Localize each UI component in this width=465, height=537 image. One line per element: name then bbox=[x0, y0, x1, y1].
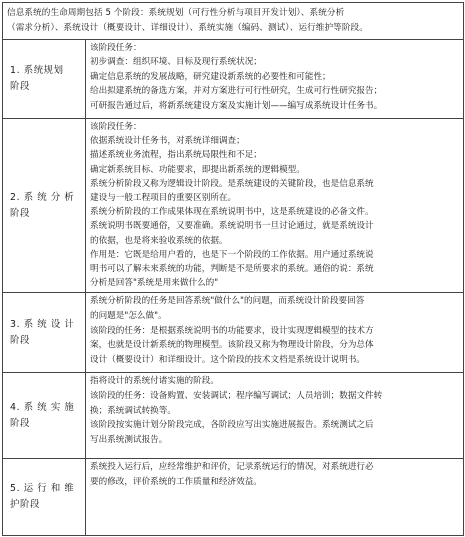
stage-name-line: 3. 系 统 设 计 bbox=[10, 318, 75, 330]
stage-desc-cell bbox=[86, 293, 464, 373]
stage-name-line: 2. 系 统 分 析 bbox=[10, 191, 75, 203]
stage-row bbox=[3, 119, 464, 293]
desc-line: 分析是回答"系统是用来做什么的" bbox=[90, 278, 219, 289]
desc-line: 系统说明书既要通俗，又要准确。系统说明书一旦讨论通过，就是系统设计 bbox=[90, 221, 374, 232]
stage-name-line: 护阶段 bbox=[10, 499, 40, 510]
stage-name-line: 阶段 bbox=[10, 207, 30, 219]
stage-name-line: 4. 系 统 实 施 bbox=[10, 401, 75, 413]
desc-line: 确定信息系统的发展战略，研究建设新系统的必要性和可能性； bbox=[90, 71, 331, 82]
desc-line: 给出拟建系统的备选方案，并对方案进行可行性研究，生成可行性研究报告； bbox=[90, 86, 383, 97]
desc-line: 系统分析阶段的工作成果体现在系统说明书中，这是系统建设的必备文件。 bbox=[90, 207, 374, 218]
desc-line: 该阶段按实施计划分阶段完成，各阶段应写出实施进展报告。系统测试之后 bbox=[90, 420, 374, 431]
stage-name-cell bbox=[3, 459, 86, 536]
desc-line: 初步调查：组织环境、目标及现行系统状况； bbox=[90, 57, 262, 68]
desc-line: 依据系统设计任务书，对系统详细调查； bbox=[90, 136, 245, 147]
desc-line: 作用是：它既是给用户看的，也是下一个阶段的工作依据。用户通过系统说 bbox=[90, 249, 374, 260]
desc-line: 该阶段的任务：是根据系统说明书的功能要求，设计实现逻辑模型的技术方 bbox=[90, 325, 374, 336]
desc-line: 要的修改，评价系统的工作质量和经济效益。 bbox=[90, 476, 262, 487]
stage-name-cell bbox=[3, 119, 86, 293]
desc-line: 设计（概要设计）和详细设计。这个阶段的技术文档是系统设计说明书。 bbox=[90, 355, 366, 366]
desc-line: 确定新系统目标、功能要求，即提出新系统的逻辑模型。 bbox=[90, 164, 305, 175]
stage-desc-cell bbox=[86, 459, 464, 536]
stage-name-cell bbox=[3, 293, 86, 373]
stage-desc-cell bbox=[86, 373, 464, 459]
stage-name-line: 阶段 bbox=[10, 417, 30, 429]
stage-desc-cell bbox=[86, 119, 464, 293]
header-line: （需求分析）、系统设计（概要设计、详细设计）、系统实施（编码、测试）、运行维护等阶段。 bbox=[7, 22, 368, 33]
desc-line: 描述系统业务流程，指出系统局限性和不足； bbox=[90, 150, 262, 161]
desc-line: 明书可以了解未来系统的功能，判断是不是所要求的系统。通俗的说：系统 bbox=[90, 264, 374, 275]
stage-name-cell bbox=[3, 373, 86, 459]
stage-desc-cell bbox=[86, 40, 464, 119]
lifecycle-table bbox=[2, 2, 464, 536]
desc-line: 换；系统调试转换等。 bbox=[90, 405, 176, 416]
stage-row bbox=[3, 373, 464, 459]
stage-name-line: 阶段 bbox=[10, 334, 30, 346]
header-cell bbox=[3, 3, 464, 40]
header-row bbox=[3, 3, 464, 40]
stage-name-cell bbox=[3, 40, 86, 119]
desc-line: 该阶段任务： bbox=[90, 122, 142, 132]
stage-row bbox=[3, 40, 464, 119]
desc-line: 的问题是"怎么做"。 bbox=[90, 310, 167, 321]
desc-line: 该阶段的任务：设备购置、安装调试；程序编写调试；人员培训；数据文件转 bbox=[90, 390, 383, 401]
desc-line: 指将设计的系统付诸实施的阶段。 bbox=[90, 376, 219, 386]
desc-line: 可研报告通过后，将新系统建设方案及实施计划——编写成系统设计任务书。 bbox=[90, 100, 383, 111]
stage-row bbox=[3, 459, 464, 536]
header-line: 信息系统的生命周期包括 5 个阶段：系统规划（可行性分析与项目开发计划）、系统分析 bbox=[7, 8, 345, 18]
stage-row bbox=[3, 293, 464, 373]
desc-line: 的依据，也是将来验收系统的依据。 bbox=[90, 235, 228, 246]
stage-name-line: 阶段 bbox=[10, 81, 30, 92]
desc-line: 写出系统测试报告。 bbox=[90, 435, 168, 446]
desc-line: 系统投入运行后，应经常维护和评价，记录系统运行的情况，对系统进行必 bbox=[90, 462, 374, 472]
desc-line: 建设与一般工程项目的重要区别所在。 bbox=[90, 193, 237, 204]
stage-name-line: 5. 运 行 和 维 bbox=[10, 483, 75, 494]
desc-line: 案，也就是设计新系统的物理模型。该阶段又称为物理设计阶段，分为总体 bbox=[90, 340, 374, 351]
desc-line: 该阶段任务： bbox=[90, 43, 142, 53]
stage-name-line: 1. 系统规划 bbox=[10, 65, 64, 76]
desc-line: 系统分析阶段又称为逻辑设计阶段。是系统建设的关键阶段，也是信息系统 bbox=[90, 178, 374, 189]
desc-line: 系统分析阶段的任务是回答系统"做什么"的问题，而系统设计阶段要回答 bbox=[90, 296, 365, 306]
